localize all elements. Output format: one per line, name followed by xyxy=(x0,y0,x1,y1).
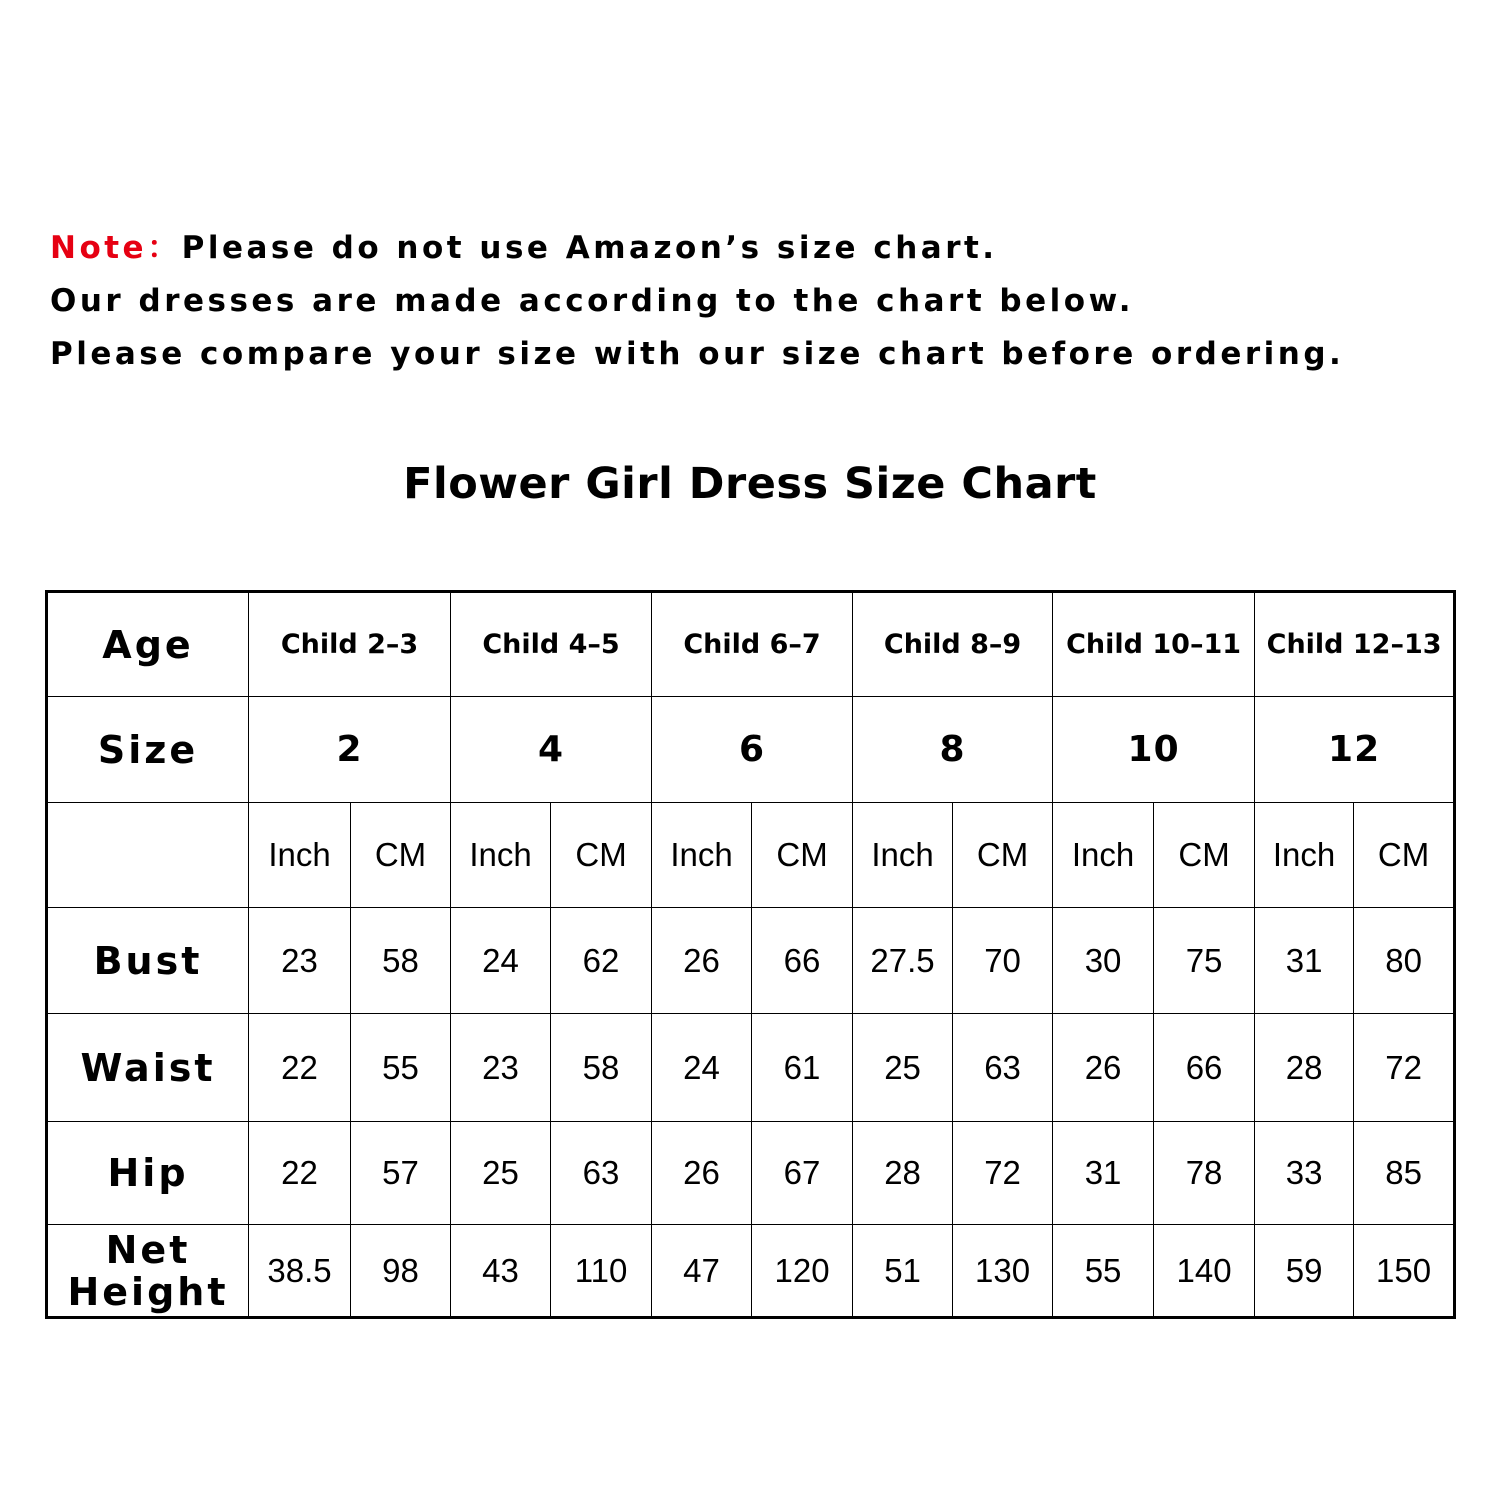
net-height-value: 120 xyxy=(752,1225,853,1318)
bust-value: 31 xyxy=(1255,908,1354,1014)
waist-label: Waist xyxy=(47,1014,249,1122)
net-height-value: 140 xyxy=(1154,1225,1255,1318)
bust-value: 62 xyxy=(551,908,652,1014)
bust-row xyxy=(47,908,1455,1014)
bust-value: 24 xyxy=(451,908,551,1014)
waist-value: 66 xyxy=(1154,1014,1255,1122)
chart-title: Flower Girl Dress Size Chart xyxy=(403,459,1097,509)
hip-value: 63 xyxy=(551,1122,652,1225)
size-cell: 2 xyxy=(249,697,451,803)
net-height-value: 38.5 xyxy=(249,1225,351,1318)
waist-value: 24 xyxy=(652,1014,752,1122)
note-line-3: Please compare your size with our size chart before ordering. xyxy=(50,336,1345,372)
net-height-value: 130 xyxy=(953,1225,1053,1318)
hip-row xyxy=(47,1122,1455,1225)
size-cell: 4 xyxy=(451,697,652,803)
size-chart-table xyxy=(45,590,1456,1319)
bust-value: 58 xyxy=(351,908,451,1014)
size-note xyxy=(50,222,1344,381)
age-cell: Child 8–9 xyxy=(853,592,1053,697)
unit-cell-cm: CM xyxy=(1354,803,1455,908)
age-cell: Child 2–3 xyxy=(249,592,451,697)
age-row xyxy=(47,592,1455,697)
unit-cell-cm: CM xyxy=(551,803,652,908)
waist-value: 26 xyxy=(1053,1014,1154,1122)
empty-corner-cell xyxy=(47,803,249,908)
net-height-value: 55 xyxy=(1053,1225,1154,1318)
size-cell: 10 xyxy=(1053,697,1255,803)
waist-value: 58 xyxy=(551,1014,652,1122)
bust-value: 30 xyxy=(1053,908,1154,1014)
net-height-value: 51 xyxy=(853,1225,953,1318)
unit-cell-cm: CM xyxy=(351,803,451,908)
bust-value: 75 xyxy=(1154,908,1255,1014)
waist-value: 25 xyxy=(853,1014,953,1122)
bust-value: 26 xyxy=(652,908,752,1014)
unit-cell-inch: Inch xyxy=(249,803,351,908)
waist-row xyxy=(47,1014,1455,1122)
unit-row xyxy=(47,803,1455,908)
hip-value: 33 xyxy=(1255,1122,1354,1225)
unit-cell-inch: Inch xyxy=(1053,803,1154,908)
waist-value: 23 xyxy=(451,1014,551,1122)
note-label: Note： xyxy=(50,230,182,266)
waist-value: 72 xyxy=(1354,1014,1455,1122)
bust-value: 27.5 xyxy=(853,908,953,1014)
bust-value: 23 xyxy=(249,908,351,1014)
hip-label: Hip xyxy=(47,1122,249,1225)
hip-value: 25 xyxy=(451,1122,551,1225)
size-row xyxy=(47,697,1455,803)
net-height-value: 110 xyxy=(551,1225,652,1318)
hip-value: 22 xyxy=(249,1122,351,1225)
hip-value: 67 xyxy=(752,1122,853,1225)
note-text: Please do not use Amazon’s size chart. xyxy=(181,230,998,266)
unit-cell-cm: CM xyxy=(953,803,1053,908)
note-line-2: Our dresses are made according to the chart below. xyxy=(50,283,1135,319)
unit-cell-inch: Inch xyxy=(1255,803,1354,908)
hip-value: 57 xyxy=(351,1122,451,1225)
net-height-row xyxy=(47,1225,1455,1318)
hip-value: 72 xyxy=(953,1122,1053,1225)
age-cell: Child 4–5 xyxy=(451,592,652,697)
age-label: Age xyxy=(47,592,249,697)
net-height-value: 43 xyxy=(451,1225,551,1318)
bust-value: 66 xyxy=(752,908,853,1014)
age-cell: Child 12–13 xyxy=(1255,592,1455,697)
bust-value: 80 xyxy=(1354,908,1455,1014)
unit-cell-inch: Inch xyxy=(652,803,752,908)
waist-value: 61 xyxy=(752,1014,853,1122)
hip-value: 28 xyxy=(853,1122,953,1225)
hip-value: 26 xyxy=(652,1122,752,1225)
net-height-value: 59 xyxy=(1255,1225,1354,1318)
unit-cell-inch: Inch xyxy=(853,803,953,908)
waist-value: 55 xyxy=(351,1014,451,1122)
hip-value: 85 xyxy=(1354,1122,1455,1225)
age-cell: Child 10–11 xyxy=(1053,592,1255,697)
hip-value: 78 xyxy=(1154,1122,1255,1225)
unit-cell-inch: Inch xyxy=(451,803,551,908)
waist-value: 22 xyxy=(249,1014,351,1122)
bust-value: 70 xyxy=(953,908,1053,1014)
waist-value: 63 xyxy=(953,1014,1053,1122)
size-cell: 6 xyxy=(652,697,853,803)
net-height-value: 150 xyxy=(1354,1225,1455,1318)
note-line-1 xyxy=(50,222,1344,275)
unit-cell-cm: CM xyxy=(1154,803,1255,908)
size-cell: 8 xyxy=(853,697,1053,803)
net-height-label: Net Height xyxy=(47,1225,249,1318)
size-label: Size xyxy=(47,697,249,803)
net-height-value: 47 xyxy=(652,1225,752,1318)
age-cell: Child 6–7 xyxy=(652,592,853,697)
size-cell: 12 xyxy=(1255,697,1455,803)
unit-cell-cm: CM xyxy=(752,803,853,908)
hip-value: 31 xyxy=(1053,1122,1154,1225)
bust-label: Bust xyxy=(47,908,249,1014)
waist-value: 28 xyxy=(1255,1014,1354,1122)
net-height-value: 98 xyxy=(351,1225,451,1318)
